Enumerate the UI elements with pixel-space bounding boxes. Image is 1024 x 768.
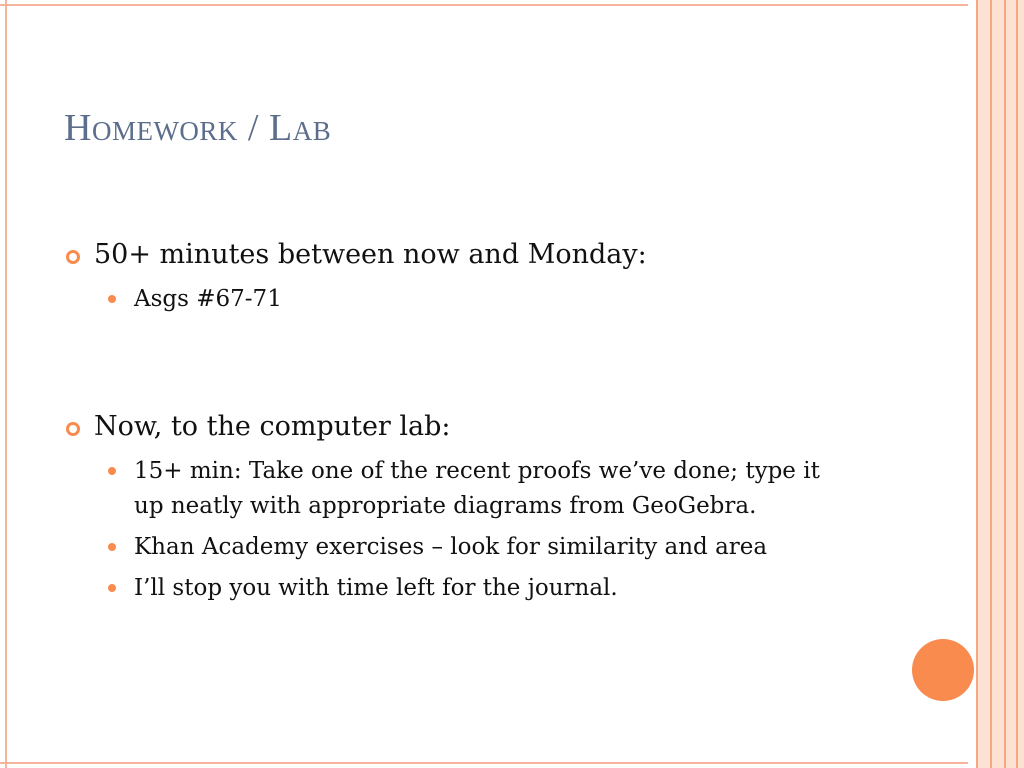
subbullet-text: I’ll stop you with time left for the journal. (134, 575, 618, 601)
subbullet-assignments (134, 282, 844, 317)
subbullet-khan-academy (134, 530, 844, 565)
slide-title: Homework / Lab (64, 107, 332, 149)
frame-line-bottom (0, 762, 968, 764)
subbullet-journal (134, 571, 844, 606)
bullet-computer-lab (64, 408, 844, 446)
right-stripe-line (1004, 0, 1006, 768)
right-stripe-line (990, 0, 992, 768)
subbullet-text: Khan Academy exercises – look for similarity and area (134, 534, 768, 560)
subbullet-dot-icon (108, 295, 116, 303)
right-stripe-line (1016, 0, 1018, 768)
frame-line-left (5, 0, 7, 768)
subbullet-proofs (134, 454, 844, 524)
frame-line-top (0, 4, 968, 6)
slide-content (64, 236, 844, 606)
decorative-circle-icon (912, 639, 974, 701)
subbullet-dot-icon (108, 467, 116, 475)
subbullet-text: 15+ min: Take one of the recent proofs we’ve done; type it up neatly with appropriate diagrams from GeoGebra. (134, 458, 820, 519)
subbullet-dot-icon (108, 543, 116, 551)
bullet-text: Now, to the computer lab: (94, 411, 451, 442)
subbullet-dot-icon (108, 584, 116, 592)
subbullet-text: Asgs #67-71 (134, 286, 282, 312)
bullet-text: 50+ minutes between now and Monday: (94, 239, 647, 270)
bullet-minutes (64, 236, 844, 274)
bullet-ring-icon (66, 250, 80, 264)
bullet-ring-icon (66, 422, 80, 436)
right-stripe-line (976, 0, 978, 768)
